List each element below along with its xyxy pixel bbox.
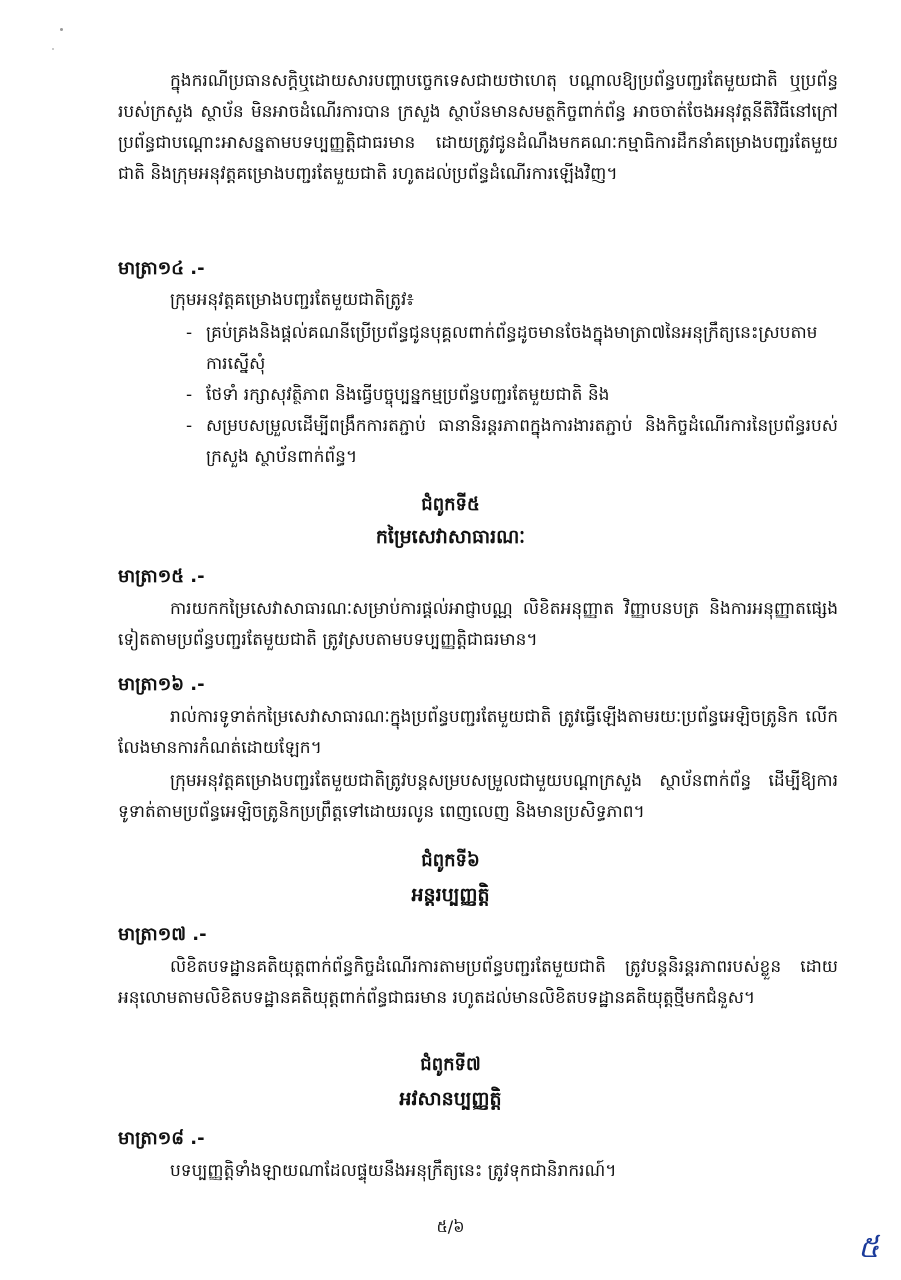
- article-14-duties-list: [170, 318, 838, 473]
- list-item: [170, 380, 838, 411]
- article-16-text-1: រាល់ការទូទាត់កម្រៃសេវាសាធារណៈក្នុងប្រព័ន្ធបញ្ជរតែមួយជាតិ ត្រូវធ្វើឡើងតាមរយៈប្រព័ន្ធអេឡិចត្រូនិក លើកលែងមានការកំណត់ដោយឡែក។: [118, 707, 838, 758]
- article-14-intro: ក្រុមអនុវត្តគម្រោងបញ្ជរតែមួយជាតិត្រូវ៖: [170, 290, 414, 310]
- page-number: ៥/៦: [436, 1217, 465, 1236]
- article-16-heading: មាត្រា១៦ .-: [118, 674, 205, 695]
- article-18-heading: មាត្រា១៨ .-: [118, 1128, 205, 1149]
- paragraph-contingency: ក្នុងករណីប្រធានសក្តិឬដោយសារបញ្ហាបច្ចេកទេសជាយថាហេតុ បណ្តាលឱ្យប្រព័ន្ធបញ្ជរតែមួយជាតិ ឬប្រព័ន្ធរបស់ក្រសួង ស្ថាប័ន មិនអាចដំណើរការបាន ក្រសួង ស្ថាប័នមានសមត្ថកិច្ចពាក់ព័ន្ធ អាចចាត់ចែងអនុវត្តនីតិវិធីនៅក្រៅប្រព័ន្ធជាបណ្តោះអាសន្នតាមបទប្បញ្ញត្តិជាធរមាន ដោយត្រូវជូនដំណឹងមកគណៈកម្មាធិការដឹកនាំគម្រោងបញ្ជរតែមួយជាតិ និងក្រុមអនុវត្តគម្រោងបញ្ជរតែមួយជាតិ រហូតដល់ប្រព័ន្ធដំណើរការឡើងវិញ។: [118, 71, 838, 184]
- scan-speck: [52, 48, 54, 50]
- chapter-7-title: អវសានប្បញ្ញត្តិ: [399, 1088, 502, 1110]
- bullet-dash: -: [186, 416, 193, 436]
- bullet-dash: -: [186, 323, 193, 343]
- article-15-text: ការយកកម្រៃសេវាសាធារណៈសម្រាប់ការផ្តល់អាជ្ញាបណ្ណ លិខិតអនុញ្ញាត វិញ្ញាបនបត្រ និងការអនុញ្ញាតផ្សេងទៀតតាមប្រព័ន្ធបញ្ជរតែមួយជាតិ ត្រូវស្របតាមបទប្បញ្ញត្តិជាធរមាន។: [118, 599, 838, 650]
- chapter-5-title: កម្រៃសេវាសាធារណៈ: [375, 526, 526, 548]
- article-17-text: លិខិតបទដ្ឋានគតិយុត្តពាក់ព័ន្ធកិច្ចដំណើរការតាមប្រព័ន្ធបញ្ជរតែមួយជាតិ ត្រូវបន្តនិរន្តរភាពរបស់ខ្លួន ដោយអនុលោមតាមលិខិតបទដ្ឋានគតិយុត្តពាក់ព័ន្ធជាធរមាន រហូតដល់មានលិខិតបទដ្ឋានគតិយុត្តថ្មីមកជំនួស។: [118, 957, 838, 1008]
- list-item-text: គ្រប់គ្រងនិងផ្តល់គណនីប្រើប្រព័ន្ធជូនបុគ្គលពាក់ព័ន្ធដូចមានចែងក្នុងមាត្រា៧នៃអនុក្រឹត្យនេះស្របតាមការស្នើសុំ: [206, 323, 818, 374]
- scan-speck: [60, 28, 63, 31]
- list-item: [170, 411, 838, 473]
- list-item: [170, 318, 838, 380]
- chapter-6-title: អន្តរប្បញ្ញត្តិ: [411, 884, 490, 906]
- chapter-5-label: ជំពូកទី៥: [421, 494, 480, 515]
- article-15-heading: មាត្រា១៥ .-: [118, 566, 205, 587]
- handwritten-page-mark: ៥: [858, 1230, 880, 1265]
- article-17-heading: មាត្រា១៧ .-: [118, 924, 207, 945]
- article-16-text-2: ក្រុមអនុវត្តគម្រោងបញ្ជរតែមួយជាតិត្រូវបន្តសម្របសម្រួលជាមួយបណ្តាក្រសួង ស្ថាប័នពាក់ព័ន្ធ ដើម្បីឱ្យការទូទាត់តាមប្រព័ន្ធអេឡិចត្រូនិកប្រព្រឹត្តទៅដោយរលូន ពេញលេញ និងមានប្រសិទ្ធភាព។: [118, 771, 838, 822]
- list-item-text: សម្របសម្រួលដើម្បីពង្រឹកការតភ្ជាប់ ធានានិរន្តរភាពក្នុងការងារតភ្ជាប់ និងកិច្ចដំណើរការនៃប្រព័ន្ធរបស់ក្រសួង ស្ថាប័នពាក់ព័ន្ធ។: [206, 416, 838, 467]
- bullet-dash: -: [186, 385, 193, 405]
- article-18-text: បទប្បញ្ញត្តិទាំងឡាយណាដែលផ្ទុយនឹងអនុក្រឹត្យនេះ ត្រូវទុកជានិរាករណ៍។: [170, 1161, 617, 1181]
- chapter-6-label: ជំពូកទី៦: [421, 850, 480, 871]
- list-item-text: ថែទាំ រក្សាសុវត្ថិភាព និងធ្វើបច្ចុប្បន្នកម្មប្រព័ន្ធបញ្ជរតែមួយជាតិ និង: [206, 385, 610, 405]
- chapter-7-label: ជំពូកទី៧: [420, 1054, 481, 1075]
- article-14-heading: មាត្រា១៤ .-: [118, 258, 205, 279]
